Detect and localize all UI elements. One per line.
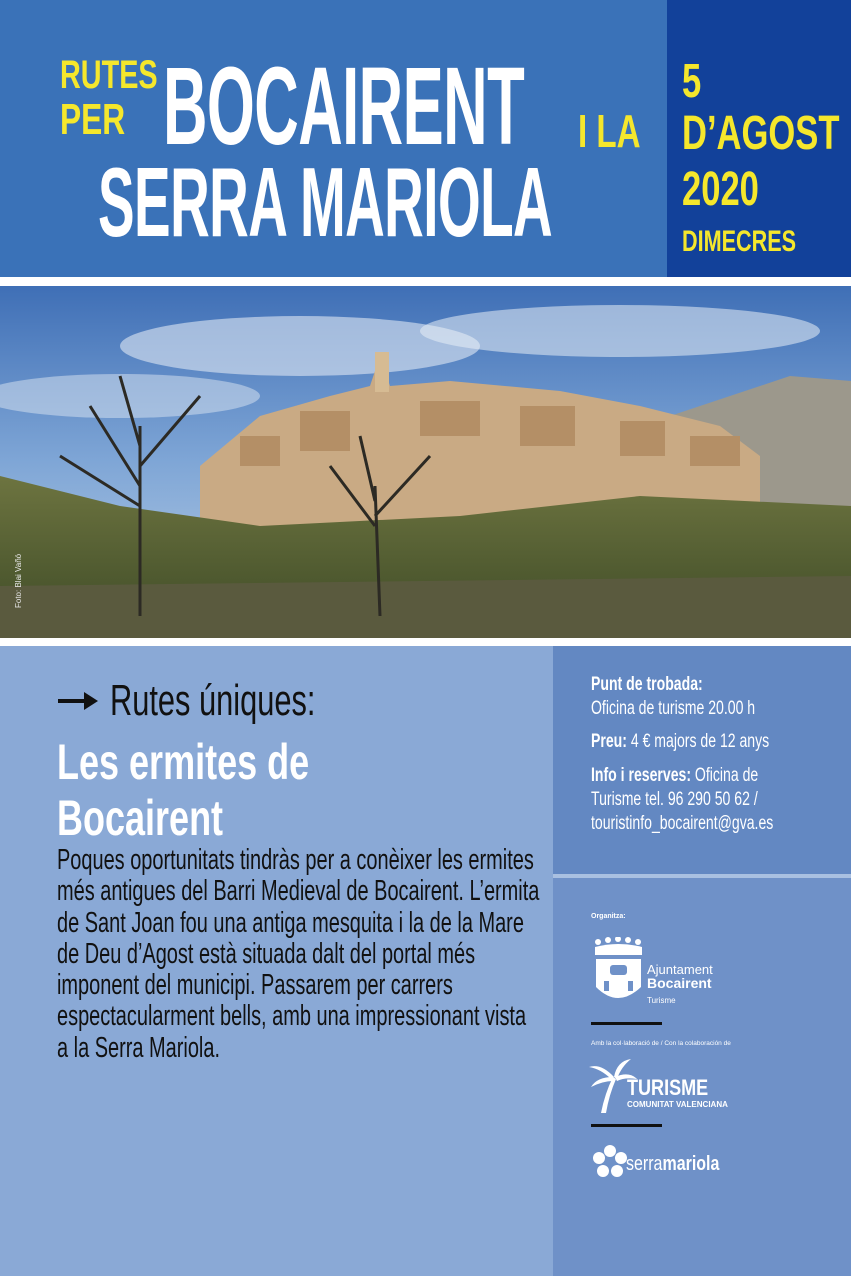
meeting-point [591, 673, 835, 721]
price-info [591, 730, 835, 754]
date-year: 2020 [682, 163, 759, 216]
separator-1 [591, 1022, 662, 1025]
heading-line-2: Bocairent [57, 790, 224, 846]
date-month: D’AGOST [682, 107, 840, 160]
flower-icon [590, 1143, 630, 1179]
collaboration-label: Amb la col·laboració de / Con la colaboración de [591, 1040, 731, 1047]
arrow-right-icon [58, 688, 100, 714]
serra-mariola-logo-text [626, 1153, 719, 1176]
ajuntament-line1: Ajuntament [647, 962, 713, 977]
serra-part2: mariola [662, 1153, 720, 1175]
price-value: 4 € majors de 12 anys [630, 731, 770, 752]
title-rutes: RUTES [60, 53, 158, 97]
reservations-value2: Turisme tel. 96 290 50 62 / [591, 789, 758, 810]
date-day: 5 [682, 55, 702, 108]
reservations-email: touristinfo_bocairent@gva.es [591, 813, 774, 834]
date-weekday: DIMECRES [682, 225, 797, 258]
turisme-line1: TURISME [627, 1075, 709, 1100]
organitza-label: Organitza: [591, 913, 626, 920]
description-text: Poques oportunitats tindràs per a conèixer les ermites més antigues del Barri Medieval de Bocairent. L’ermita de Sant Joan fou una antiga mesquita i la de la Mare de Deu d’Agost està situada dalt del portal més imponent del municipi. Passarem per carrers espectacularment bells, amb una impressionant vista a la Serra Mariola. [57, 844, 540, 1064]
serra-part1: serra [626, 1153, 663, 1175]
photo-credit: Foto: Blai Vañó [14, 553, 23, 608]
ajuntament-line2: Bocairent [647, 975, 712, 991]
title-i-la: I LA [578, 105, 641, 157]
title-serra-mariola: SERRA MARIOLA [98, 147, 553, 257]
ajuntament-line3: Turisme [647, 996, 676, 1005]
title-per: PER [60, 95, 126, 144]
turisme-line2: COMUNITAT VALENCIANA [627, 1100, 728, 1109]
meeting-value: Oficina de turisme 20.00 h [591, 698, 756, 719]
reservations-info [591, 764, 835, 836]
meeting-label: Punt de trobada: [591, 674, 703, 695]
price-label: Preu: [591, 731, 627, 752]
heading-line-1: Les ermites de [57, 734, 310, 790]
town-landscape-image [0, 286, 851, 638]
info-divider [553, 874, 851, 878]
town-photo [0, 286, 851, 638]
reservations-value1: Oficina de [694, 765, 759, 786]
title-bocairent: BOCAIRENT [163, 45, 525, 168]
route-subtitle: Rutes úniques: [110, 676, 316, 725]
separator-2 [591, 1124, 662, 1127]
route-heading [57, 734, 309, 846]
reservations-label: Info i reserves: [591, 765, 692, 786]
